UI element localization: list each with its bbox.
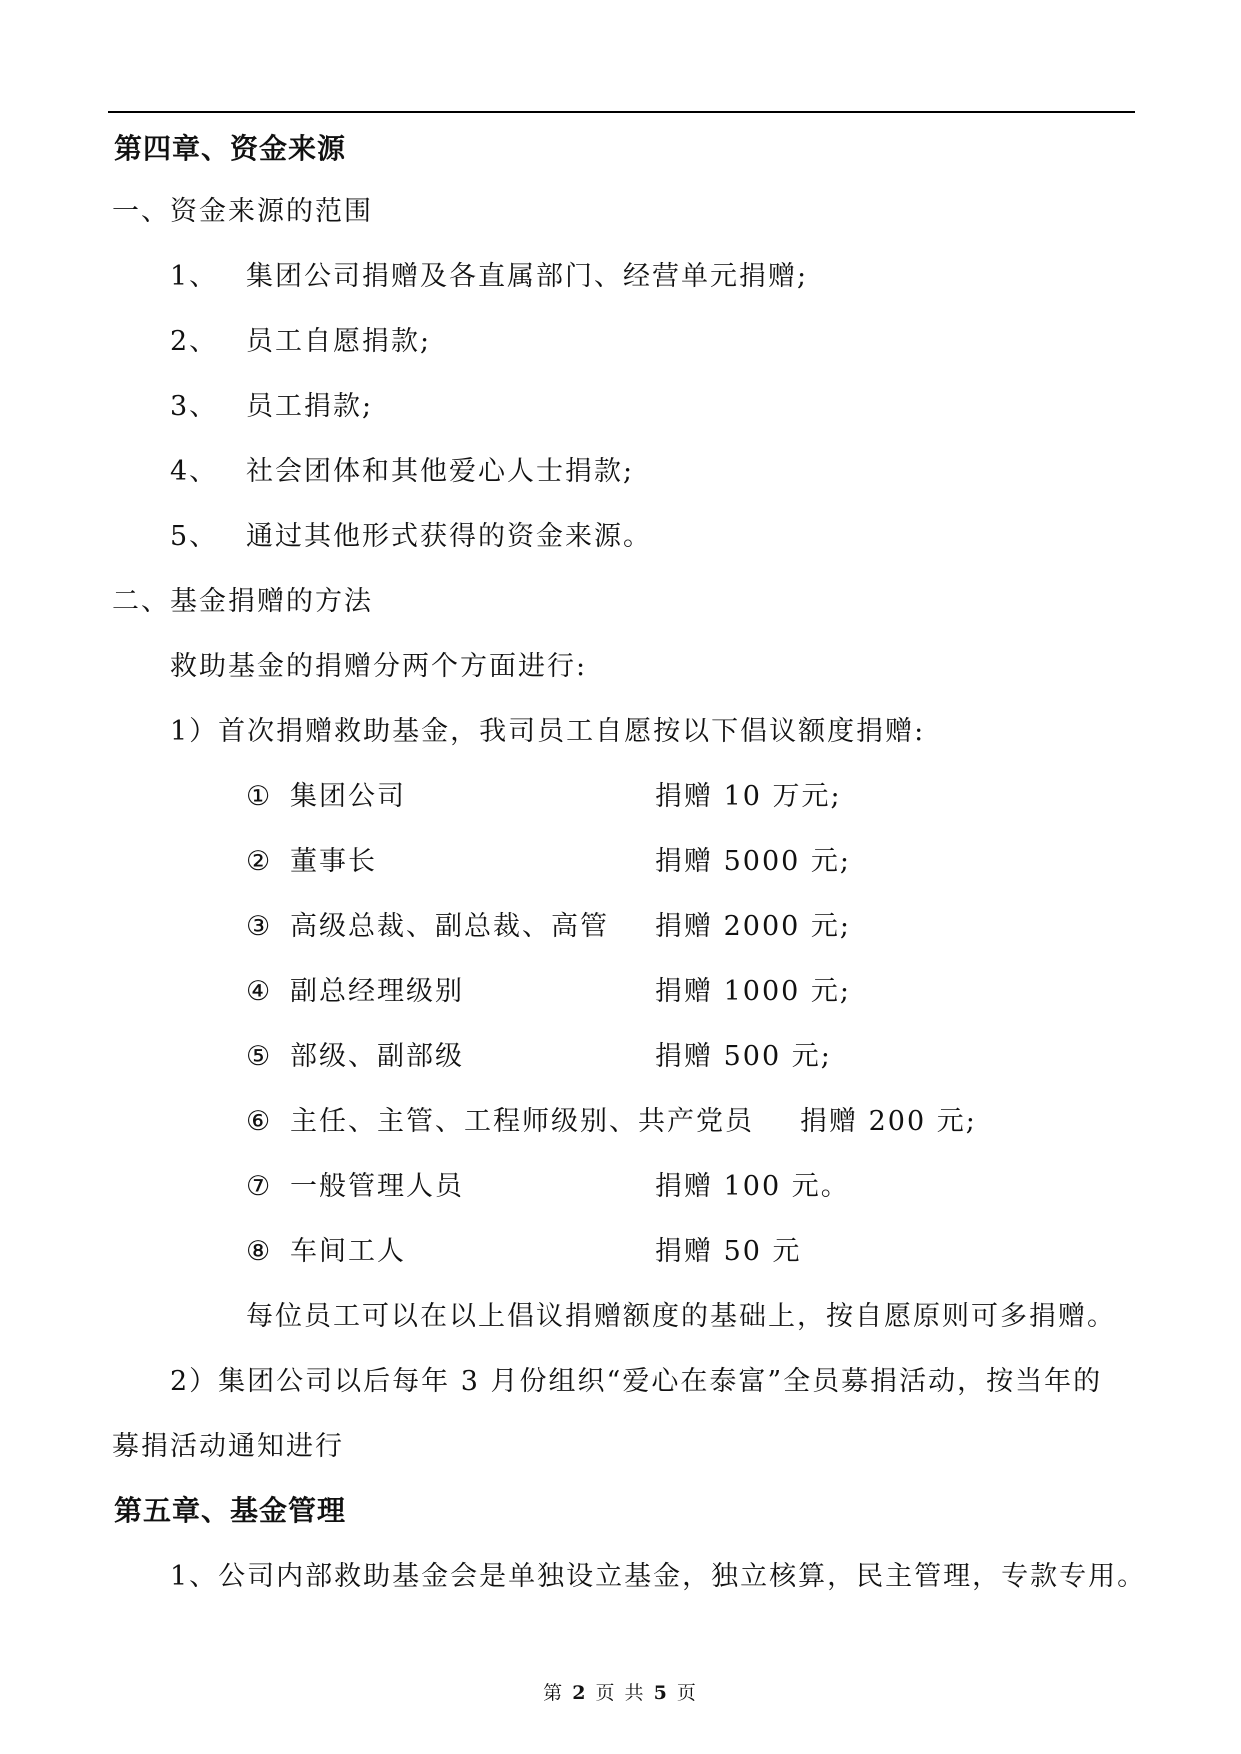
list-item-num: 3、 xyxy=(170,391,219,422)
chapter4-title: 第四章、资金来源 xyxy=(114,132,347,165)
donation-marker: ② xyxy=(246,846,273,877)
list-item-text: 通过其他形式获得的资金来源。 xyxy=(246,521,652,552)
chapter5-title: 第五章、基金管理 xyxy=(114,1494,347,1527)
section2-title: 二、基金捐赠的方法 xyxy=(112,586,373,617)
footer-total-pages: 5 xyxy=(653,1682,669,1704)
donation-amount: 捐赠 1000 元; xyxy=(655,976,851,1007)
list-item-text: 员工捐款; xyxy=(246,391,374,422)
donation-amount: 捐赠 100 元。 xyxy=(655,1171,850,1202)
list-item-num: 2、 xyxy=(170,326,219,357)
donation-marker: ⑧ xyxy=(246,1236,273,1267)
page-footer xyxy=(0,1681,1241,1705)
donation-marker: ③ xyxy=(246,911,273,942)
list-item-num: 4、 xyxy=(170,456,219,487)
donation-level: 董事长 xyxy=(290,846,377,877)
footer-page-number: 2 xyxy=(572,1682,588,1704)
donation-level: 车间工人 xyxy=(290,1236,406,1267)
section1-title: 一、资金来源的范围 xyxy=(112,196,373,227)
donation-amount: 捐赠 500 元; xyxy=(655,1041,832,1072)
donation-level: 集团公司 xyxy=(290,781,406,812)
footer-suffix: 页 xyxy=(676,1682,698,1704)
donation-marker: ④ xyxy=(246,976,273,1007)
chapter5-item1: 1、公司内部救助基金会是单独设立基金，独立核算，民主管理，专款专用。 xyxy=(170,1561,1147,1592)
donation-level: 主任、主管、工程师级别、共产党员 xyxy=(290,1106,754,1137)
donation-marker: ① xyxy=(246,781,273,812)
donation-item2: 2）集团公司以后每年 3 月份组织“爱心在泰富”全员募捐活动，按当年的 xyxy=(170,1366,1103,1397)
section2-intro: 救助基金的捐赠分两个方面进行: xyxy=(170,651,588,682)
list-item-text: 社会团体和其他爱心人士捐款; xyxy=(246,456,635,487)
donation-amount: 捐赠 50 元 xyxy=(655,1236,802,1267)
donation-level: 一般管理人员 xyxy=(290,1171,464,1202)
donation-amount: 捐赠 2000 元; xyxy=(655,911,851,942)
header-rule xyxy=(108,111,1135,113)
footer-prefix: 第 xyxy=(543,1682,565,1704)
list-item-text: 集团公司捐赠及各直属部门、经营单元捐赠; xyxy=(246,261,809,292)
donation-item1: 1）首次捐赠救助基金，我司员工自愿按以下倡议额度捐赠: xyxy=(170,716,926,747)
list-item-text: 员工自愿捐款; xyxy=(246,326,432,357)
donation-level: 高级总裁、副总裁、高管 xyxy=(290,911,609,942)
donation-marker: ⑦ xyxy=(246,1171,273,1202)
donation-item2-cont: 募捐活动通知进行 xyxy=(112,1431,344,1462)
list-item-num: 5、 xyxy=(170,521,219,552)
donation-amount: 捐赠 10 万元; xyxy=(655,781,842,812)
footer-middle: 页 共 xyxy=(595,1682,646,1704)
donation-marker: ⑥ xyxy=(246,1106,273,1137)
list-item-num: 1、 xyxy=(170,261,219,292)
donation-level: 部级、副部级 xyxy=(290,1041,464,1072)
donation-amount: 捐赠 5000 元; xyxy=(655,846,851,877)
donation-note: 每位员工可以在以上倡议捐赠额度的基础上，按自愿原则可多捐赠。 xyxy=(246,1301,1116,1332)
donation-marker: ⑤ xyxy=(246,1041,273,1072)
donation-level: 副总经理级别 xyxy=(290,976,464,1007)
donation-amount: 捐赠 200 元; xyxy=(800,1106,977,1137)
